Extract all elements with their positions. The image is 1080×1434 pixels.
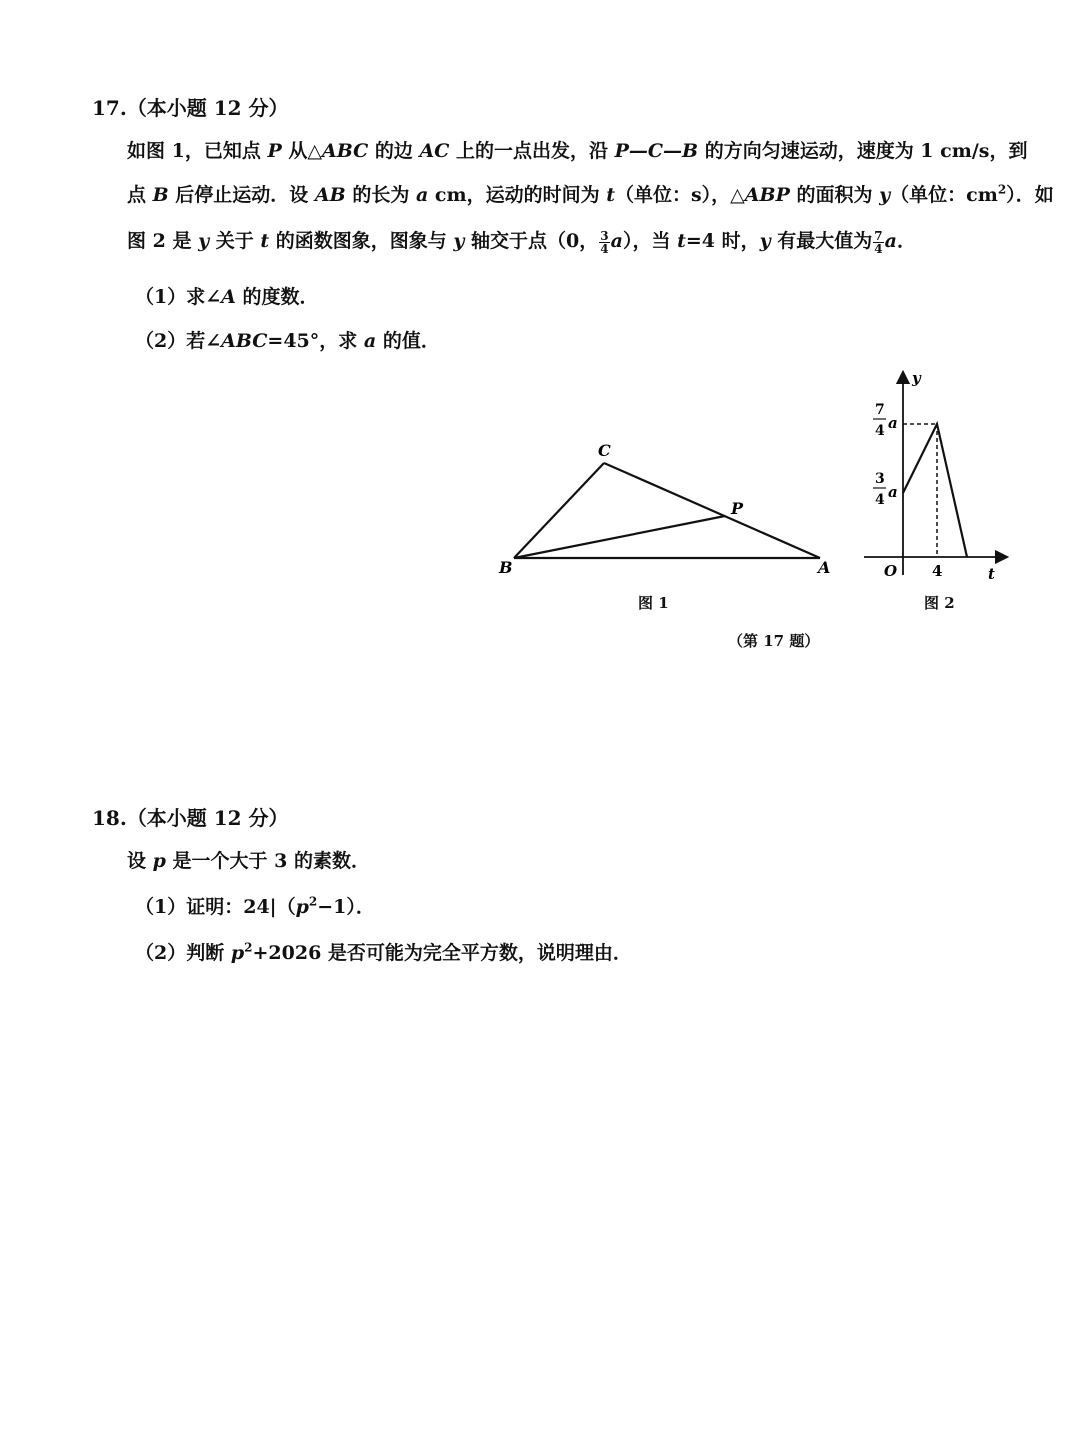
- label-axis-y: y: [912, 369, 921, 387]
- q17-figure-caption: （第 17 题）: [728, 632, 820, 650]
- segment-ca: [604, 463, 820, 558]
- label-ymax-var: a: [888, 414, 898, 432]
- label-tick-4: 4: [932, 562, 943, 580]
- label-ymax-num: 7: [875, 402, 885, 418]
- q18-header: 18.（本小题 12 分）: [92, 806, 289, 830]
- label-yint-den: 4: [875, 492, 885, 508]
- figure-1-triangle: [490, 430, 840, 590]
- label-origin: O: [884, 562, 898, 580]
- label-yint-num: 3: [875, 471, 885, 487]
- figure-2-graph: [860, 365, 1020, 590]
- q18-part2: （2）判断 $p^2+2026$ 是否可能为完全平方数，说明理由．: [135, 940, 632, 964]
- q17-stem-line3: 图 2 是 y 关于 t 的函数图象，图象与 y 轴交于点（0， $\frac{3}{4}$ a），当 t=4 时，y 有最大值为 $\frac{7}{4}$ a．: [127, 228, 916, 256]
- figure-2-caption: 图 2: [924, 594, 955, 612]
- label-a: A: [818, 558, 831, 577]
- label-yint-var: a: [888, 483, 898, 501]
- q17-part1: （1）求∠A 的度数．: [135, 286, 319, 308]
- function-curve: [903, 424, 967, 557]
- label-b: B: [499, 558, 513, 577]
- label-ymax-den: 4: [875, 423, 885, 439]
- q17-part2: （2）若∠ABC=45°，求 a 的值．: [135, 330, 440, 352]
- label-p: P: [731, 499, 744, 518]
- label-c: C: [598, 441, 611, 460]
- q17-stem-line2: 点 B 后停止运动．设 AB 的长为 a cm，运动的时间为 t（单位：s），△ABP 的面积为 y（单位：$cm^2$）．如: [127, 182, 1054, 206]
- fraction-seven-quarters: $\frac{7}{4}$: [874, 228, 883, 256]
- q17-header: 17.（本小题 12 分）: [92, 96, 289, 120]
- segment-bp: [514, 516, 725, 558]
- q18-part1: （1）证明：$24|(p^2-1)$．: [135, 894, 375, 918]
- fraction-three-quarters: $\frac{3}{4}$: [600, 228, 609, 256]
- label-axis-t: t: [988, 565, 995, 583]
- figure-1-caption: 图 1: [638, 594, 669, 612]
- q18-stem: 设 p 是一个大于 3 的素数．: [127, 850, 370, 872]
- q17-stem-line1: 如图 1，已知点 P 从△ABC 的边 AC 上的一点出发，沿 P—C—B 的方向匀速运动，速度为 1 cm/s，到: [127, 140, 1028, 162]
